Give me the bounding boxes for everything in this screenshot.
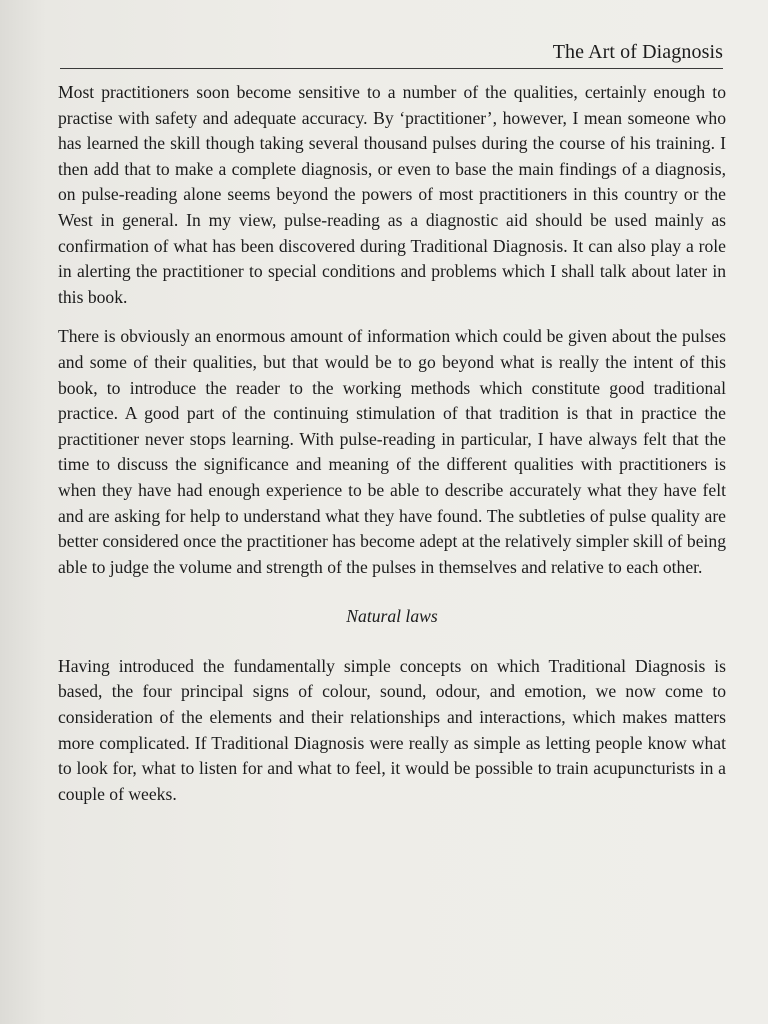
running-head	[60, 38, 723, 69]
section-heading: Natural laws	[346, 606, 438, 627]
paragraph-2: There is obviously an enormous amount of information which could be given about the pulses and some of their qualities, but that would be to go beyond what is really the intent of this book, to introduce the reader to the working methods which constitute good traditional practice. A good part of the continuing stimulation of that tradition is that in practice the practitioner never stops learning. With pulse-reading in particular, I have always felt that the time to discuss the significance and meaning of the different qualities with practitioners is when they have had enough experience to be able to describe accurately what they have felt and are asking for help to understand what they have found. The subtleties of pulse quality are better considered once the practitioner has become adept at the relatively simpler skill of being able to judge the volume and strength of the pulses in themselves and relative to each other.	[58, 326, 726, 577]
paragraph-1: Most practitioners soon become sensitive to a number of the qualities, certainly enough to practise with safety and adequate accuracy. By ‘practitioner’, however, I mean someone who has learned the skill though taking several thousand pulses during the course of his training. I then add that to make a complete diagnosis, or even to base the main findings of a diagnosis, on pulse-reading alone seems beyond the powers of most practitioners in this country or the West in general. In my view, pulse-reading as a diagnostic aid should be used mainly as confirmation of what has been discovered during Traditional Diagnosis. It can also play a role in alerting the practitioner to special conditions and problems which I shall talk about later in this book.	[58, 82, 726, 307]
running-head-title: The Art of Diagnosis	[552, 41, 723, 63]
paragraph-3: Having introduced the fundamentally simple concepts on which Traditional Diagnosis is based, the four principal signs of colour, sound, odour, and emotion, we now come to consideration of the elements and their relationships and interactions, which makes matters more complicated. If Traditional Diagnosis were really as simple as letting people know what to look for, what to listen for and what to feel, it would be possible to train acupuncturists in a couple of weeks.	[58, 655, 726, 804]
body-text	[58, 80, 726, 807]
